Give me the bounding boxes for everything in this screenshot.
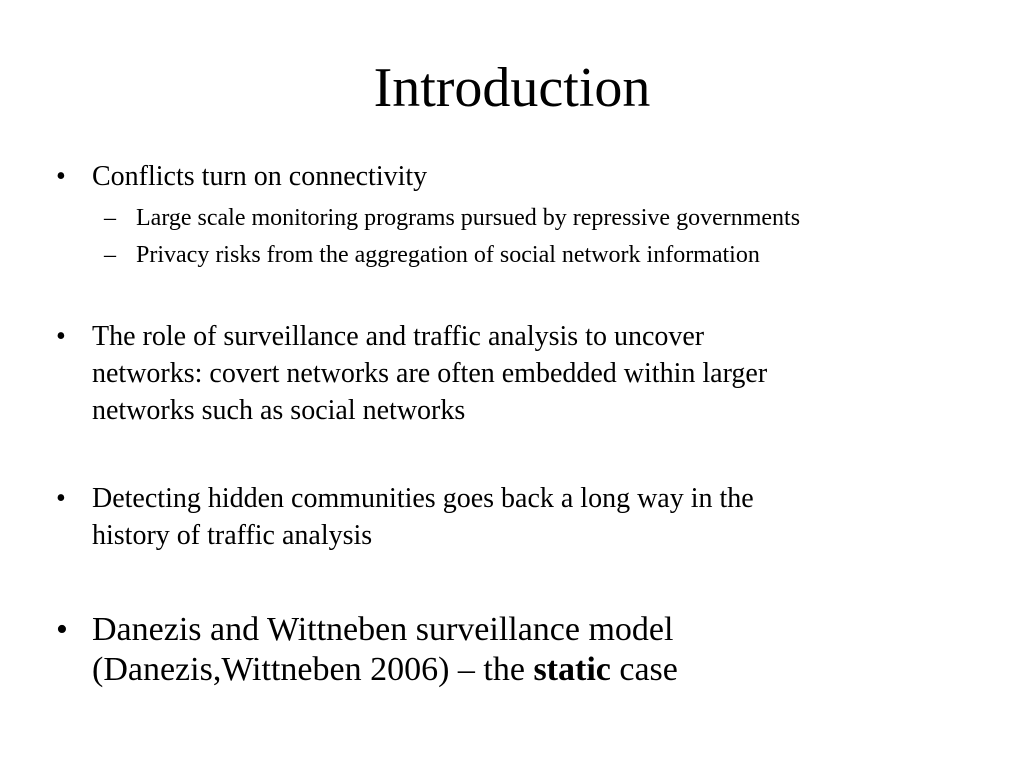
bullet-text-line: [92, 650, 956, 690]
emphasis-static: static: [533, 651, 611, 688]
bullet-text: [92, 318, 956, 429]
bullet-text-line: The role of surveillance and traffic analysis to uncover: [92, 321, 705, 352]
sub-bullet-text: Large scale monitoring programs pursued by repressive governments: [136, 205, 801, 231]
bullet-marker: •: [56, 161, 66, 192]
bullet-text-line: networks: covert networks are often embedded within larger: [92, 358, 768, 389]
bullet-text-line: networks such as social networks: [92, 395, 466, 426]
bullet-text: [92, 610, 956, 690]
sub-bullet-marker: –: [104, 205, 116, 231]
bullet-marker: •: [56, 483, 66, 514]
bullet-text-line: Danezis and Wittneben surveillance model: [92, 611, 674, 648]
slide-title: Introduction: [373, 57, 651, 119]
bullet-text-line: Detecting hidden communities goes back a long way in the: [92, 483, 754, 514]
bullet-text-line: history of traffic analysis: [92, 520, 373, 551]
citation-text: (Danezis,Wittneben 2006) – the: [92, 651, 534, 688]
sub-bullet-text: Privacy risks from the aggregation of social network information: [136, 242, 760, 268]
bullet-text: Conflicts turn on connectivity: [92, 161, 428, 192]
sub-bullet-marker: –: [104, 242, 116, 268]
case-text: case: [610, 651, 678, 688]
bullet-marker: •: [56, 611, 68, 648]
bullet-marker: •: [56, 321, 66, 352]
bullet-text: [92, 480, 956, 554]
